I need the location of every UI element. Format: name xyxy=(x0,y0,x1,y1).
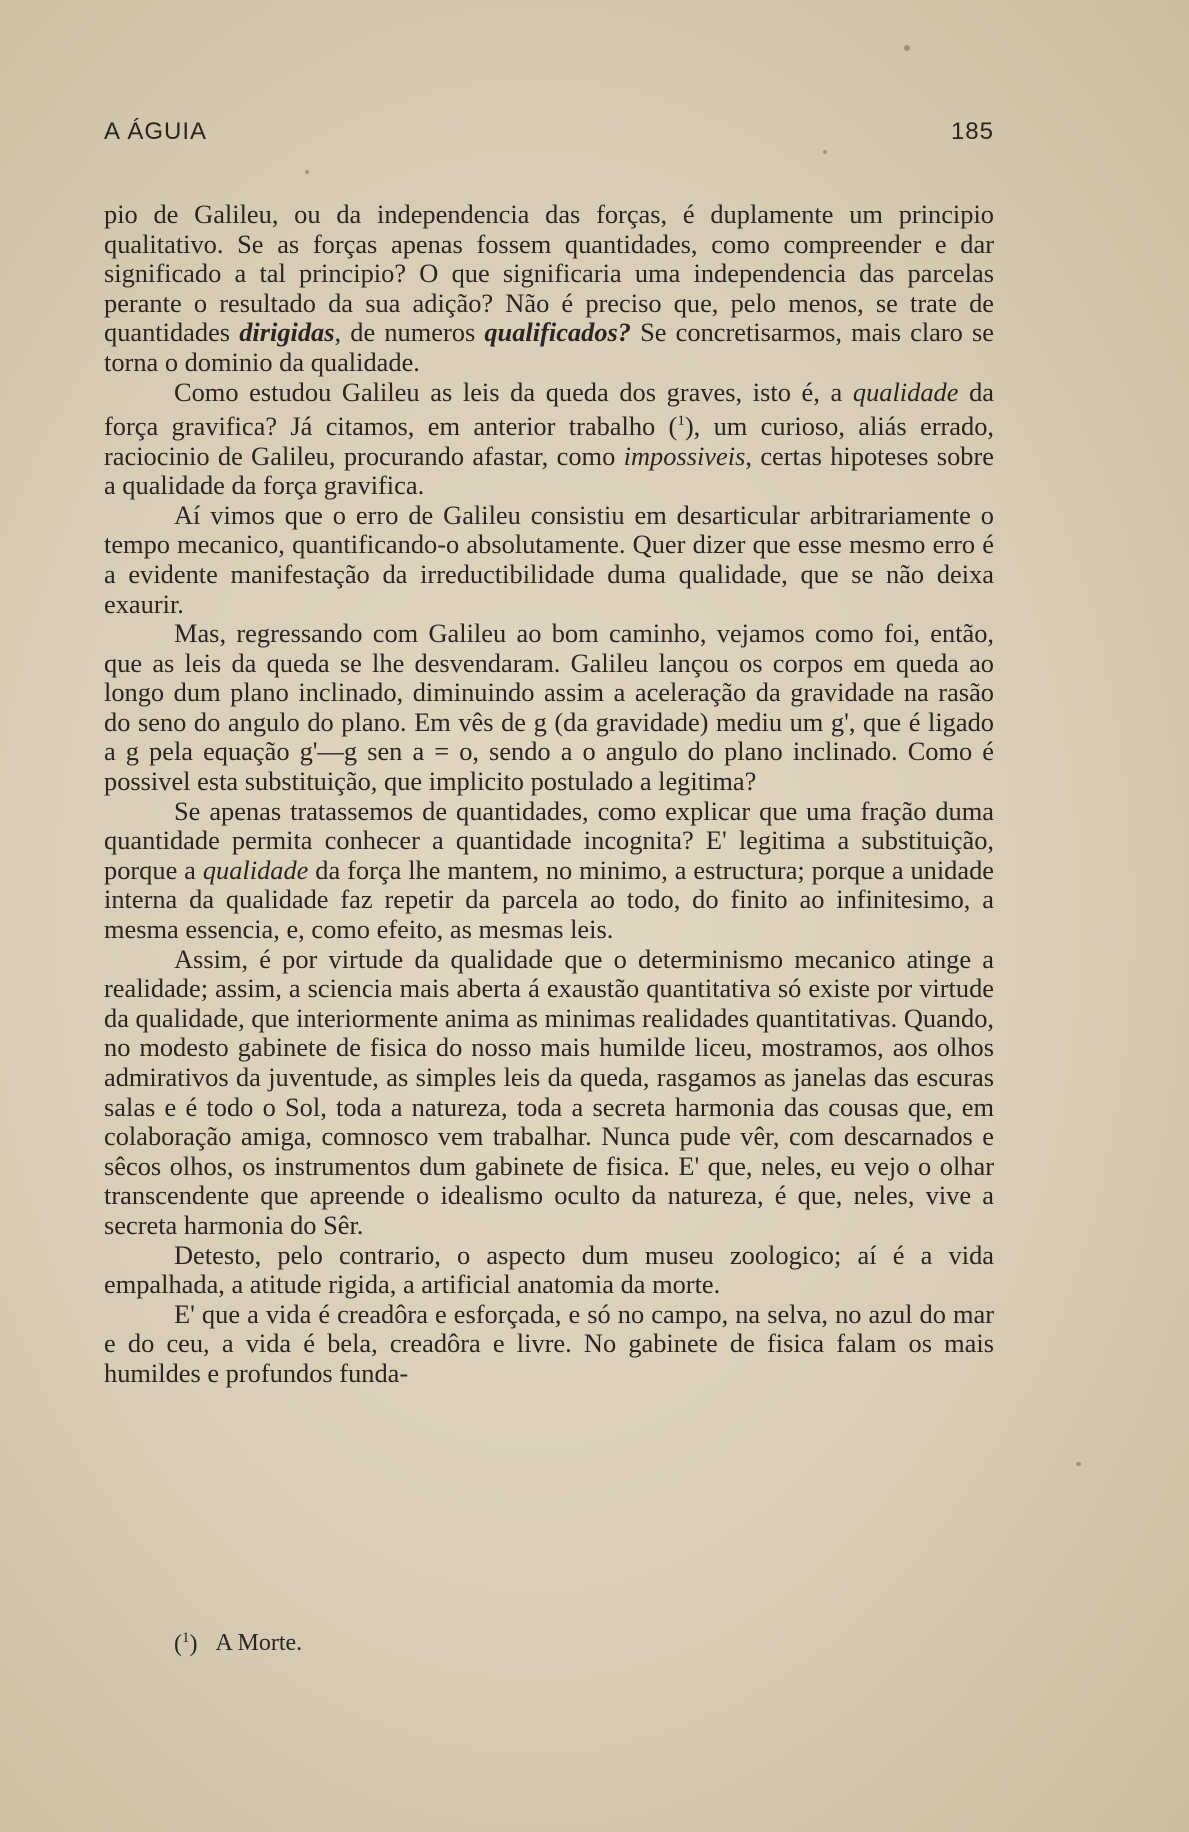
text-run: E' que a vida é creadôra e esforçada, e só no campo, na selva, no azul do mar e do ceu, a vida é bela, creadôra e livre. No gabinete de fisica falam os mais humildes e profundos funda- xyxy=(104,1298,994,1388)
paragraph xyxy=(104,797,994,945)
footnote-text: A Morte. xyxy=(215,1630,303,1656)
journal-title: A ÁGUIA xyxy=(104,118,208,145)
italic-text: qualidade xyxy=(202,854,309,885)
text-run: Aí vimos que o erro de Galileu consistiu em desarticular arbitrariamente o tempo mecanico, quantificando-o absolutamente. Quer dizer que esse mesmo erro é a evidente manifestação da irreductibilidade duma qualidade, que se não deixa exaurir. xyxy=(104,499,994,619)
emphasis-text: qualificados? xyxy=(484,317,631,348)
text-run: Se apenas tratassemos de quantidades, como explicar que uma fração duma quantidade permita conhecer a quantidade incognita? E' legitima a substituição, porque a xyxy=(104,795,994,885)
text-run: , de numeros xyxy=(334,317,485,348)
text-run: ), um curioso, aliás errado, raciocinio de Galileu, procurando afastar, como xyxy=(104,410,995,471)
paragraph xyxy=(104,378,994,501)
running-header xyxy=(104,118,994,146)
footnote-marker: ($^1$) xyxy=(174,1630,198,1657)
footnote-ref: 1 xyxy=(677,413,685,430)
text-run: Se concretisarmos, mais claro se torna o dominio da qualidade. xyxy=(104,317,995,377)
article-body xyxy=(104,200,994,1389)
text-run: Mas, regressando com Galileu ao bom caminho, vejamos como foi, então, que as leis da queda se lhe desvendaram. Galileu lançou os corpos em queda ao longo dum plano inclinado, diminuindo assim a aceleração da gravidade na rasão do seno do angulo do plano. Em vês de g (da gravidade) mediu um g', que é ligado a g pela equação g'—g sen a = o, sendo a o angulo do plano inclinado. Como é possivel esta substituição, que implicito postulado a legitima? xyxy=(104,618,994,797)
paragraph xyxy=(104,501,994,619)
paper-speck xyxy=(904,45,910,51)
paragraph xyxy=(104,1241,994,1300)
paragraph xyxy=(104,200,994,378)
paragraph xyxy=(104,619,994,797)
emphasis-text: dirigidas xyxy=(239,317,335,348)
italic-text: qualidade xyxy=(852,376,959,407)
text-run: da força lhe mantem, no minimo, a estructura; porque a unidade interna da qualidade faz repetir da parcela ao todo, do finito ao infinitesimo, a mesma essencia, e, como efeito, as mesmas leis. xyxy=(104,854,994,945)
paper-speck xyxy=(823,150,827,154)
text-run: pio de Galileu, ou da independencia das forças, é duplamente um principio qualitativo. Se as forças apenas fossem quantidades, como compreender e dar significado a tal principio? O que significaria uma independencia das parcelas perante o resultado da sua adição? Não é preciso que, pelo menos, se trate de quantidades xyxy=(104,199,994,348)
text-run: Como estudou Galileu as leis da queda dos graves, isto é, a xyxy=(174,376,853,407)
paragraph xyxy=(104,1300,994,1389)
text-run: da força gravifica? Já citamos, em anterior trabalho ( xyxy=(104,376,994,441)
italic-text: impossiveis xyxy=(623,440,746,471)
paper-speck xyxy=(305,170,309,174)
text-run: Assim, é por virtude da qualidade que o determinismo mecanico atinge a realidade; assim, a sciencia mais aberta á exaustão quantitativa só existe por virtude da qualidade, que interiormente anima as minimas realidades quantitativas. Quando, no modesto gabinete de fisica do nosso mais humilde liceu, mostramos, aos olhos admirativos da juventude, as simples leis da queda, rasgamos as janelas das escuras salas e é todo o Sol, toda a natureza, toda a secreta harmonia das cousas que, em colaboração amiga, comnosco vem trabalhar. Nunca pude vêr, com descarnados e sêcos olhos, os instrumentos dum gabinete de fisica. E' que, neles, eu vejo o olhar transcendente que apreende o idealismo oculto da natureza, é que, neles, vive a secreta harmonia do Sêr. xyxy=(104,943,994,1240)
page-number: 185 xyxy=(950,118,994,145)
paragraph xyxy=(104,945,994,1241)
footnote xyxy=(174,1630,302,1658)
paper-speck xyxy=(1076,1462,1081,1466)
text-run: , certas hipoteses sobre a qualidade da força gravifica. xyxy=(104,440,994,501)
text-run: Detesto, pelo contrario, o aspecto dum museu zoologico; aí é a vida empalhada, a atitude rigida, a artificial anatomia da morte. xyxy=(104,1239,994,1300)
